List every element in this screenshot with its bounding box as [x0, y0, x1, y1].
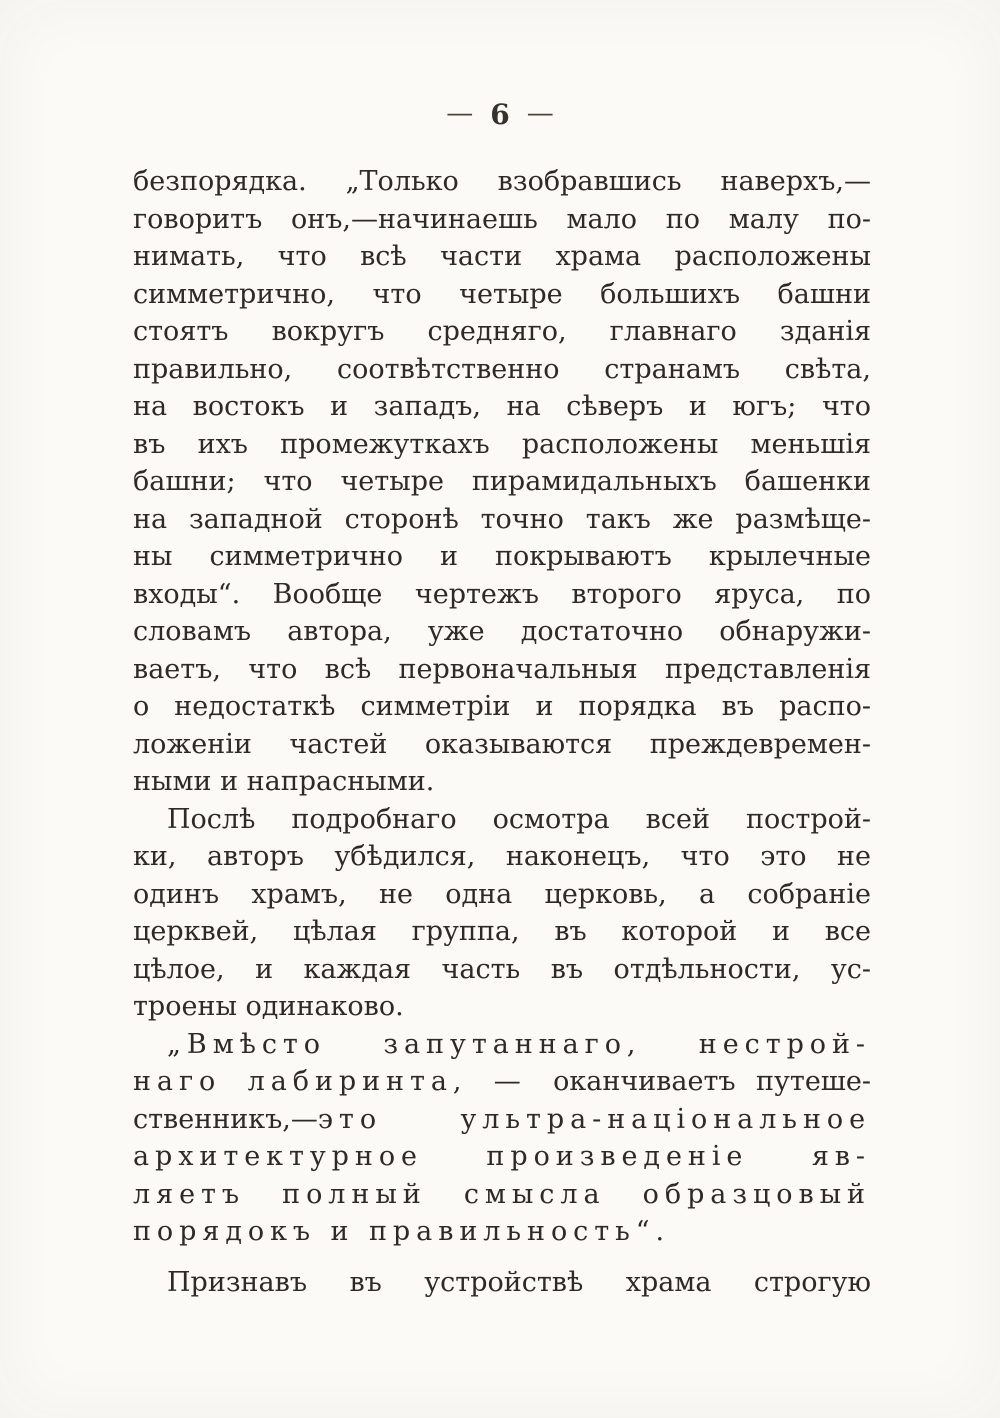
page-number: 6: [490, 98, 510, 131]
header-dash-left: —: [446, 98, 474, 129]
text-line: безпорядка. „Только взобравшись наверхъ,—: [133, 166, 871, 197]
text-segment: оканчиваетъ путеше-: [553, 1066, 871, 1097]
header-dash-right: —: [526, 98, 554, 129]
text-line: говоритъ онъ,—начинаешь мало по малу по-: [133, 203, 871, 235]
text-line: [133, 1176, 871, 1214]
paragraph-3: [133, 1026, 871, 1251]
text-line: троены одинаково.: [133, 991, 404, 1022]
text-line: [133, 1026, 871, 1064]
text-line: ложеніи частей оказываются преждевремен-: [133, 728, 871, 760]
text-line: входы“. Вообще чертежъ второго яруса, по: [133, 578, 871, 610]
emphasized-text: наго лабиринта, —: [133, 1066, 554, 1097]
emphasized-text: ляетъ полный смысла образцовый: [133, 1178, 871, 1210]
paragraph-1: [133, 163, 871, 801]
text-line: башни; что четыре пирамидальныхъ башенки: [133, 466, 871, 497]
text-segment: ственникъ,—: [133, 1103, 318, 1135]
text-line: Признавъ въ устройствѣ храма строгую: [167, 1266, 871, 1298]
text-line: ными и напрасными.: [133, 766, 435, 797]
text-line: симметрично, что четыре большихъ башни: [133, 278, 871, 310]
text-line: нимать, что всѣ части храма расположены: [133, 241, 871, 272]
page-header: [0, 0, 1000, 130]
emphasized-text: порядокъ и правильность“.: [133, 1216, 670, 1247]
page-text: [133, 163, 871, 1301]
text-line: о недостаткѣ симметріи и порядка въ распо-: [133, 691, 871, 722]
text-line: [133, 1213, 871, 1251]
text-line: [133, 1101, 871, 1139]
paragraph-4: [133, 1264, 871, 1302]
text-line: ки, авторъ убѣдился, наконецъ, что это не: [133, 841, 871, 872]
text-line: стоятъ вокругъ средняго, главнаго зданія: [133, 316, 871, 347]
paragraph-2: [133, 801, 871, 1026]
text-line: на западной сторонѣ точно такъ же размѣще-: [133, 503, 871, 535]
text-line: словамъ автора, уже достаточно обнаружи-: [133, 616, 871, 647]
emphasized-text: „Вмѣсто запутаннаго, нестрой-: [167, 1028, 871, 1060]
text-line: ны симметрично и покрываютъ крылечные: [133, 541, 871, 572]
text-line: Послѣ подробнаго осмотра всей построй-: [167, 803, 871, 835]
text-line: ваетъ, что всѣ первоначальныя представленія: [133, 653, 871, 685]
text-line: церквей, цѣлая группа, въ которой и все: [133, 916, 871, 947]
emphasized-text: архитектурное произведеніе яв-: [133, 1141, 871, 1172]
text-line: [133, 1063, 871, 1101]
text-line: одинъ храмъ, не одна церковь, а собраніе: [133, 878, 871, 910]
text-line: [133, 1138, 871, 1176]
text-line: на востокъ и западъ, на сѣверъ и югъ; что: [133, 391, 871, 422]
text-line: цѣлое, и каждая часть въ отдѣльности, ус-: [133, 953, 871, 985]
text-line: правильно, соотвѣтственно странамъ свѣта,: [133, 353, 871, 385]
emphasized-text: это ультра-національное: [317, 1103, 871, 1135]
text-line: въ ихъ промежуткахъ расположены меньшія: [133, 428, 871, 460]
